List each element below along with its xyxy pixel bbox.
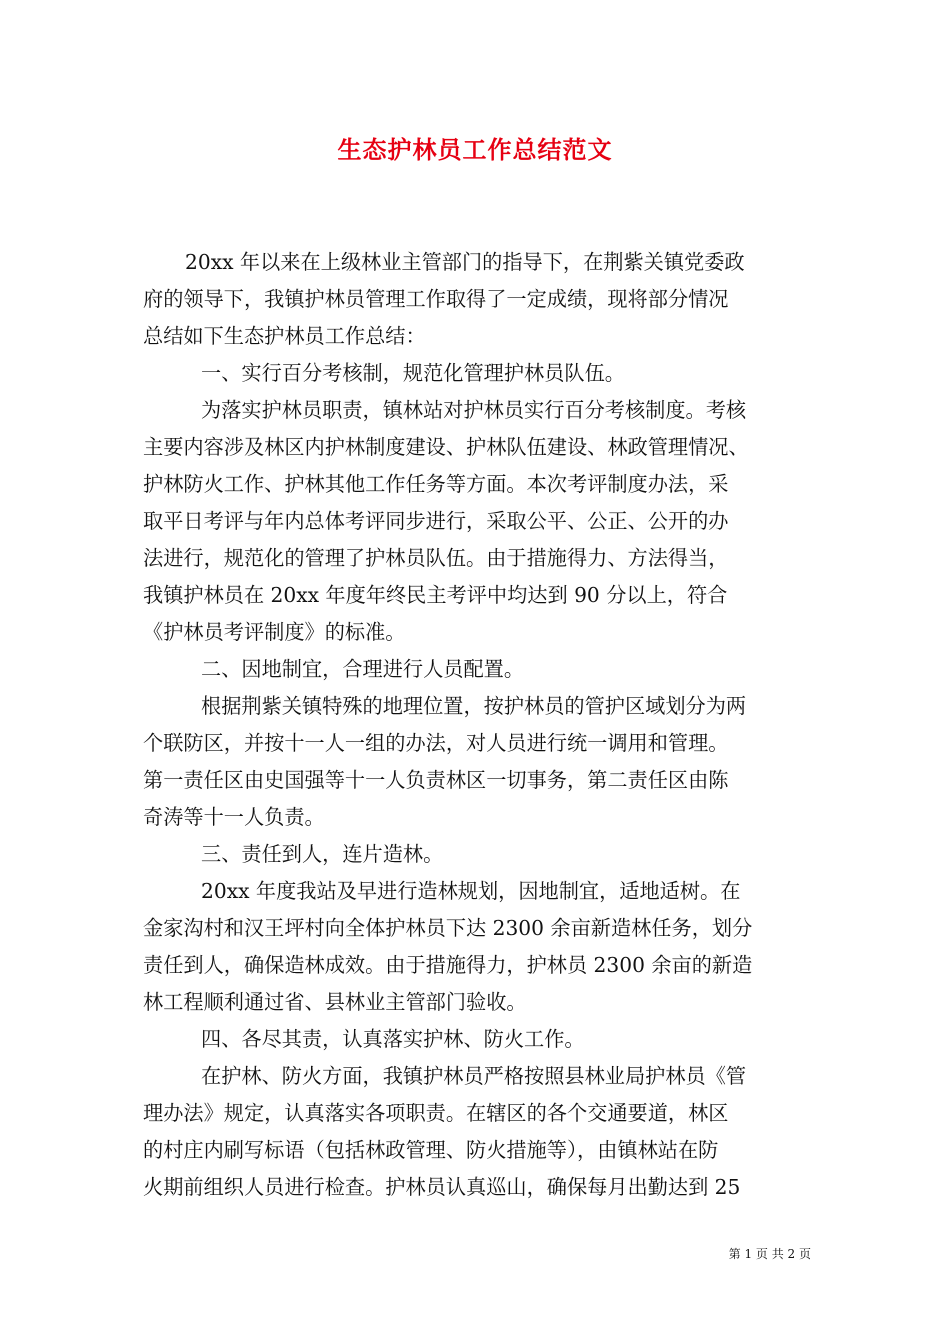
paragraph-line: 法进行，规范化的管理了护林员队伍。由于措施得力、方法得当， <box>143 546 729 570</box>
paragraph-line: 为落实护林员职责，镇林站对护林员实行百分考核制度。考核 <box>201 398 747 422</box>
paragraph-line: 根据荆紫关镇特殊的地理位置，按护林员的管护区域划分为两 <box>201 694 747 718</box>
paragraph-line: 林工程顺利通过省、县林业主管部门验收。 <box>143 990 527 1014</box>
page-number: 第 1 页 共 2 页 <box>728 1247 811 1261</box>
document-body <box>143 244 809 1206</box>
paragraph-line: 金家沟村和汉王坪村向全体护林员下达 2300 余亩新造林任务，划分 <box>143 916 753 940</box>
paragraph-line: 20xx 年以来在上级林业主管部门的指导下，在荆紫关镇党委政 <box>185 250 745 274</box>
paragraph-line: 的村庄内刷写标语（包括林政管理、防火措施等），由镇林站在防 <box>143 1138 719 1162</box>
paragraph-line: 第一责任区由史国强等十一人负责林区一切事务，第二责任区由陈 <box>143 768 729 792</box>
paragraph-line: 责任到人，确保造林成效。由于措施得力，护林员 2300 余亩的新造 <box>143 953 753 977</box>
section-heading: 一、实行百分考核制，规范化管理护林员队伍。 <box>201 361 625 385</box>
paragraph-line: 主要内容涉及林区内护林制度建设、护林队伍建设、林政管理情况、 <box>143 435 749 459</box>
paragraph-line: 府的领导下，我镇护林员管理工作取得了一定成绩，现将部分情况 <box>143 287 729 311</box>
section-heading: 二、因地制宜，合理进行人员配置。 <box>201 657 525 681</box>
paragraph-line: 《护林员考评制度》的标准。 <box>143 620 406 644</box>
paragraph-line: 个联防区，并按十一人一组的办法，对人员进行统一调用和管理。 <box>143 731 729 755</box>
section-heading: 三、责任到人，连片造林。 <box>201 842 444 866</box>
paragraph-line: 总结如下生态护林员工作总结： <box>143 324 426 348</box>
paragraph-line: 奇涛等十一人负责。 <box>143 805 325 829</box>
paragraph-line: 护林防火工作、护林其他工作任务等方面。本次考评制度办法，采 <box>143 472 729 496</box>
paragraph-line: 20xx 年度我站及早进行造林规划，因地制宜，适地适树。在 <box>201 879 741 903</box>
section-heading: 四、各尽其责，认真落实护林、防火工作。 <box>201 1027 585 1051</box>
paragraph-line: 火期前组织人员进行检查。护林员认真巡山，确保每月出勤达到 25 <box>143 1175 741 1199</box>
paragraph-line: 取平日考评与年内总体考评同步进行，采取公平、公正、公开的办 <box>143 509 729 533</box>
paragraph-line: 理办法》规定，认真落实各项职责。在辖区的各个交通要道，林区 <box>143 1101 729 1125</box>
paragraph-line: 在护林、防火方面，我镇护林员严格按照县林业局护林员《管 <box>201 1064 747 1088</box>
paragraph-line: 我镇护林员在 20xx 年度年终民主考评中均达到 90 分以上，符合 <box>143 583 728 607</box>
page-title: 生态护林员工作总结范文 <box>337 135 613 164</box>
